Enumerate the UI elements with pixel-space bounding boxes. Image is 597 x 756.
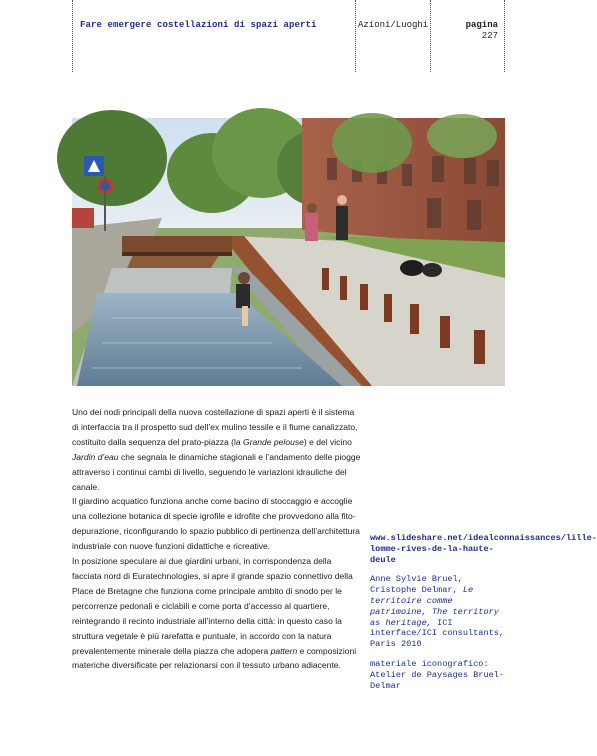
canal-photo-illustration — [72, 118, 505, 386]
section-label: Azioni/Luoghi — [358, 20, 429, 30]
canal-photo — [72, 118, 505, 386]
iconographic-credit: materiale iconografico: Atelier de Paysages Bruel-Delmar — [370, 658, 505, 691]
header-divider — [72, 0, 73, 72]
header-divider — [430, 0, 431, 72]
paragraph: Uno dei nodi principali della nuova costellazione di spazi aperti è il sistema di interfaccia tra il prospetto sud dell’ex mulino tessile e il fiume canalizzato, costituito dalla sequenza del prato-piazza (la Grande pelouse) e del vicino Jardin d’eau che segnala le dinamiche stagionali e l’andamento delle piogge attraverso i continui cambi di livello, seguendo le variazioni idrauliche del canale. — [72, 407, 361, 492]
page-label: pagina — [465, 20, 498, 30]
sidebar-references — [370, 533, 597, 700]
reference-link[interactable]: www.slideshare.net/idealconnaissances/lille-lomme-rives-de-la-haute-deule — [370, 533, 597, 565]
header-divider — [355, 0, 356, 72]
reference-credit: Anne Sylvie Bruel, Cristophe Delmar, Le territoire comme patrimoine, The territory as heritage, ICI interface/ICI consultants, Paris 2010 — [370, 574, 505, 650]
body-text — [72, 405, 362, 673]
paragraph: In posizione speculare ai due giardini urbani, in corrispondenza della facciata nord di Euratechnologies, si apre il grande spazio connettivo della Place de Bretagne che funziona come principale ambito di snodo per le percorrenze pedonali e ciclabili e come porta d’accesso al quartiere, reintegrando il recinto industriale all’interno della città: in questo caso la struttura vegetale è più rarefatta e puntuale, in accordo con la natura prevalentemente minerale della piazza che adopera pattern e composizioni materiche diversificate per relazionarsi con il tessuto urbano adiacente. — [72, 556, 357, 671]
running-title: Fare emergere costellazioni di spazi aperti — [80, 20, 317, 30]
page-number: 227 — [481, 31, 498, 41]
header-divider — [504, 0, 505, 72]
paragraph: Il giardino acquatico funziona anche come bacino di stoccaggio e accoglie una collezione botanica di specie igrofile e idrofite che provvedono alla fito-depurazione, riconfigurando lo spazio pubblico di pertinenza dell’architettura industriale con nuove funzioni didattiche e ricreative. — [72, 496, 360, 552]
